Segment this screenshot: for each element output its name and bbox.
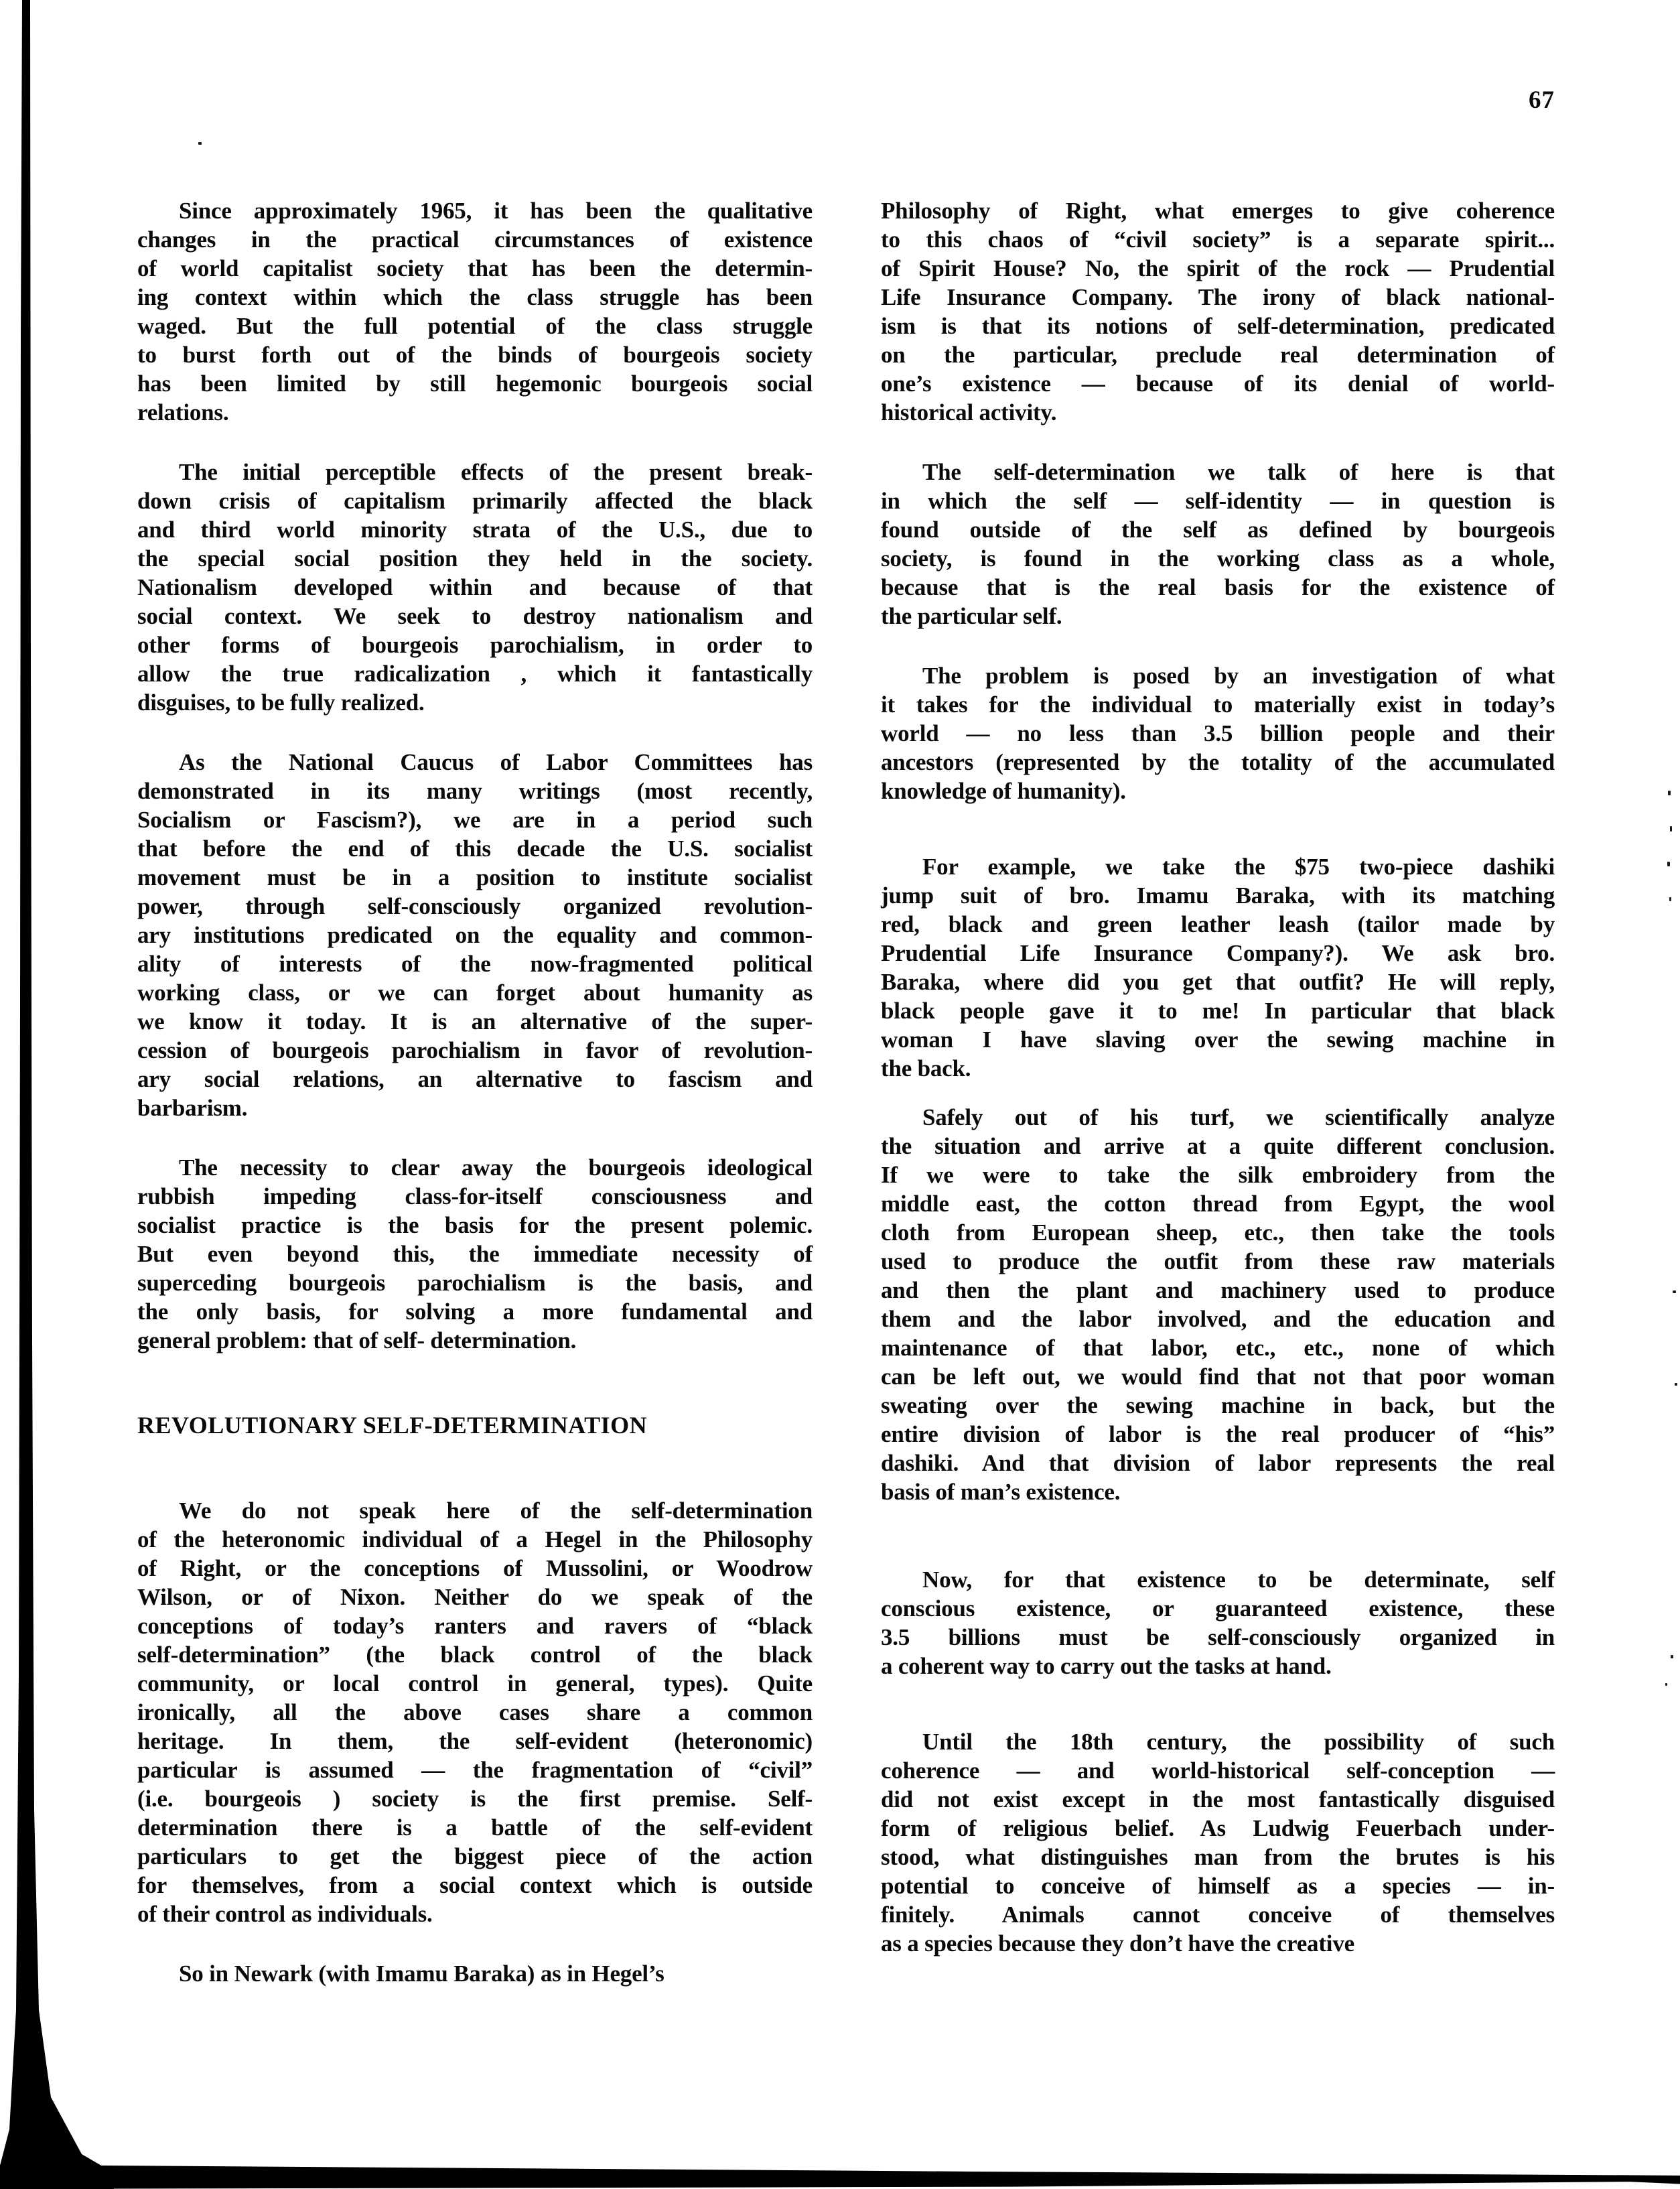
text-line: sweating over the sewing machine in back, but the <box>881 1392 1555 1418</box>
text-line: can be left out, we would find that not that poor woman <box>881 1364 1555 1390</box>
scan-edge-artifact-bottom <box>0 2161 1680 2189</box>
text-line: conceptions of today’s ranters and ravers of “black <box>137 1613 813 1639</box>
text-line: form of religious belief. As Ludwig Feuerbach under- <box>881 1815 1555 1841</box>
text-line: Nationalism developed within and because of that <box>137 574 813 600</box>
paragraph <box>137 1153 813 1355</box>
paragraph <box>881 852 1555 1083</box>
text-line: relations. <box>137 399 229 425</box>
paragraph <box>137 1959 813 1988</box>
scan-speck <box>1675 1383 1677 1386</box>
text-line: on the particular, preclude real determination of <box>881 342 1555 368</box>
text-line: stood, what distinguishes man from the brutes is his <box>881 1844 1555 1870</box>
scan-speck <box>1669 897 1671 901</box>
text-line: one’s existence — because of its denial of world- <box>881 371 1555 397</box>
text-line: socialist practice is the basis for the present polemic. <box>137 1212 813 1238</box>
text-line: of the heteronomic individual of a Hegel in the Philosophy <box>137 1526 813 1552</box>
text-line: knowledge of humanity). <box>881 778 1126 804</box>
text-line: finitely. Animals cannot conceive of themselves <box>881 1902 1555 1928</box>
text-line: the special social position they held in the society. <box>137 545 813 572</box>
text-line: Prudential Life Insurance Company?). We ask bro. <box>881 940 1555 966</box>
text-line: ary institutions predicated on the equality and common- <box>137 922 813 948</box>
text-line: For example, we take the $75 two-piece dashiki <box>922 854 1555 880</box>
paragraph <box>137 748 813 1122</box>
text-line: The necessity to clear away the bourgeois ideological <box>179 1154 813 1181</box>
text-line: of their control as individuals. <box>137 1901 433 1927</box>
paragraph <box>137 1496 813 1928</box>
text-line: we know it today. It is an alternative of the super- <box>137 1008 813 1035</box>
text-line: Life Insurance Company. The irony of black national- <box>881 284 1555 310</box>
text-line: So in Newark (with Imamu Baraka) as in Hegel’s <box>179 1961 664 1987</box>
text-line: particular is assumed — the fragmentation of “civil” <box>137 1757 813 1783</box>
text-line: Now, for that existence to be determinate, self <box>922 1567 1555 1593</box>
text-line: in which the self — self-identity — in question is <box>881 488 1555 514</box>
text-line: power, through self-consciously organized revolution- <box>137 893 813 919</box>
text-line: of Spirit House? No, the spirit of the rock — Prudential <box>881 255 1555 281</box>
text-line: conscious existence, or guaranteed existence, these <box>881 1595 1555 1621</box>
text-line: the only basis, for solving a more fundamental and <box>137 1299 813 1325</box>
text-line: 3.5 billions must be self-consciously organized in <box>881 1624 1555 1650</box>
scan-speck <box>1671 1655 1673 1658</box>
paragraph <box>881 1565 1555 1680</box>
text-line: society, is found in the working class as a whole, <box>881 545 1555 572</box>
text-line: maintenance of that labor, etc., etc., none of which <box>881 1335 1555 1361</box>
text-line: ality of interests of the now-fragmented political <box>137 951 813 977</box>
scan-speck <box>198 142 202 145</box>
text-line: down crisis of capitalism primarily affected the black <box>137 488 813 514</box>
text-line: The problem is posed by an investigation of what <box>922 663 1555 689</box>
scan-speck <box>1670 826 1672 832</box>
text-line: cession of bourgeois parochialism in favor of revolution- <box>137 1037 813 1063</box>
paragraph <box>881 1103 1555 1506</box>
text-line: determination there is a battle of the self-evident <box>137 1814 813 1841</box>
paragraph <box>137 458 813 717</box>
text-line: Since approximately 1965, it has been the qualitative <box>179 198 813 224</box>
text-line: of Right, or the conceptions of Mussolini, or Woodrow <box>137 1555 813 1581</box>
text-line: disguises, to be fully realized. <box>137 689 425 716</box>
text-line: ironically, all the above cases share a common <box>137 1699 813 1725</box>
left-text-column <box>137 196 813 1988</box>
text-line: the back. <box>881 1055 971 1081</box>
text-line: particulars to get the biggest piece of the action <box>137 1843 813 1869</box>
text-line: a coherent way to carry out the tasks at hand. <box>881 1653 1332 1679</box>
text-line: waged. But the full potential of the class struggle <box>137 313 813 339</box>
text-line: social context. We seek to destroy nationalism and <box>137 603 813 629</box>
text-line: demonstrated in its many writings (most recently, <box>137 778 813 804</box>
text-line: middle east, the cotton thread from Egypt, the wool <box>881 1191 1555 1217</box>
text-line: coherence — and world-historical self-conception — <box>881 1757 1555 1784</box>
scan-speck <box>1667 862 1670 866</box>
text-line: But even beyond this, the immediate necessity of <box>137 1241 813 1267</box>
text-line: Until the 18th century, the possibility of such <box>922 1729 1555 1755</box>
text-line: We do not speak here of the self-determination <box>179 1498 813 1524</box>
text-line: as a species because they don’t have the creative <box>881 1930 1354 1956</box>
text-line: black people gave it to me! In particular that black <box>881 998 1555 1024</box>
text-line: that before the end of this decade the U.S. socialist <box>137 836 813 862</box>
text-line: the situation and arrive at a quite different conclusion. <box>881 1133 1555 1159</box>
scan-speck <box>1673 1290 1676 1293</box>
text-line: allow the true radicalization , which it fantastically <box>137 661 813 687</box>
text-line: other forms of bourgeois parochialism, in order to <box>137 632 813 658</box>
text-line: ary social relations, an alternative to fascism and <box>137 1066 813 1092</box>
text-line: to this chaos of “civil society” is a separate spirit... <box>881 226 1555 253</box>
text-line: potential to conceive of himself as a species — in- <box>881 1873 1555 1899</box>
paragraph <box>881 661 1555 805</box>
section-heading: REVOLUTIONARY SELF-DETERMINATION <box>137 1412 648 1439</box>
text-line: community, or local control in general, types). Quite <box>137 1670 813 1697</box>
scan-speck <box>1665 1683 1667 1686</box>
text-line: rubbish impeding class-for-itself consciousness and <box>137 1183 813 1209</box>
text-line: Philosophy of Right, what emerges to give coherence <box>881 198 1555 224</box>
text-line: self-determination” (the black control of the black <box>137 1642 813 1668</box>
text-line: barbarism. <box>137 1095 248 1121</box>
text-line: The initial perceptible effects of the present break- <box>179 459 813 485</box>
text-line: basis of man’s existence. <box>881 1479 1121 1505</box>
text-line: woman I have slaving over the sewing machine in <box>881 1026 1555 1053</box>
text-line: working class, or we can forget about humanity as <box>137 980 813 1006</box>
text-line: and third world minority strata of the U.S., due to <box>137 517 813 543</box>
text-line: them and the labor involved, and the education and <box>881 1306 1555 1332</box>
text-line: the particular self. <box>881 603 1062 629</box>
text-line: and then the plant and machinery used to produce <box>881 1277 1555 1303</box>
text-line: dashiki. And that division of labor represents the real <box>881 1450 1555 1476</box>
text-line: changes in the practical circumstances of existence <box>137 226 813 253</box>
text-line: superceding bourgeois parochialism is the basis, and <box>137 1270 813 1296</box>
paragraph <box>137 196 813 427</box>
text-line: entire division of labor is the real producer of “his” <box>881 1421 1555 1447</box>
paragraph <box>881 458 1555 631</box>
text-line: Socialism or Fascism?), we are in a period such <box>137 807 813 833</box>
text-line: As the National Caucus of Labor Committees has <box>179 749 813 775</box>
text-line: heritage. In them, the self-evident (heteronomic) <box>137 1728 813 1754</box>
page-number: 67 <box>1529 86 1555 114</box>
text-line: ism is that its notions of self-determination, predicated <box>881 313 1555 339</box>
text-line: cloth from European sheep, etc., then take the tools <box>881 1219 1555 1246</box>
paragraph <box>881 1727 1555 1958</box>
text-line: ancestors (represented by the totality of the accumulated <box>881 749 1555 775</box>
text-line: Wilson, or of Nixon. Neither do we speak of the <box>137 1584 813 1610</box>
text-line: Safely out of his turf, we scientifically analyze <box>922 1104 1555 1130</box>
text-line: of world capitalist society that has been the determin- <box>137 255 813 281</box>
text-line: because that is the real basis for the existence of <box>881 574 1555 600</box>
paragraph <box>881 196 1555 427</box>
text-line: used to produce the outfit from these raw materials <box>881 1248 1555 1274</box>
text-line: The self-determination we talk of here is that <box>922 459 1555 485</box>
text-line: to burst forth out of the binds of bourgeois society <box>137 342 813 368</box>
text-line: for themselves, from a social context which is outside <box>137 1872 813 1898</box>
text-line: found outside of the self as defined by bourgeois <box>881 517 1555 543</box>
scan-speck <box>1668 791 1671 795</box>
scan-edge-artifact-left <box>0 0 114 2189</box>
text-line: has been limited by still hegemonic bourgeois social <box>137 371 813 397</box>
text-line: world — no less than 3.5 billion people and their <box>881 720 1555 746</box>
text-line: movement must be in a position to institute socialist <box>137 864 813 890</box>
text-line: If we were to take the silk embroidery from the <box>881 1162 1555 1188</box>
text-line: jump suit of bro. Imamu Baraka, with its matching <box>881 882 1555 909</box>
text-line: red, black and green leather leash (tailor made by <box>881 911 1555 937</box>
text-line: it takes for the individual to materially exist in today’s <box>881 691 1555 718</box>
text-line: (i.e. bourgeois ) society is the first premise. Self- <box>137 1786 813 1812</box>
text-line: ing context within which the class struggle has been <box>137 284 813 310</box>
text-line: did not exist except in the most fantastically disguised <box>881 1786 1555 1812</box>
right-text-column <box>881 196 1555 1958</box>
text-line: Baraka, where did you get that outfit? He will reply, <box>881 969 1555 995</box>
text-line: general problem: that of self- determination. <box>137 1327 577 1353</box>
text-line: historical activity. <box>881 399 1057 425</box>
